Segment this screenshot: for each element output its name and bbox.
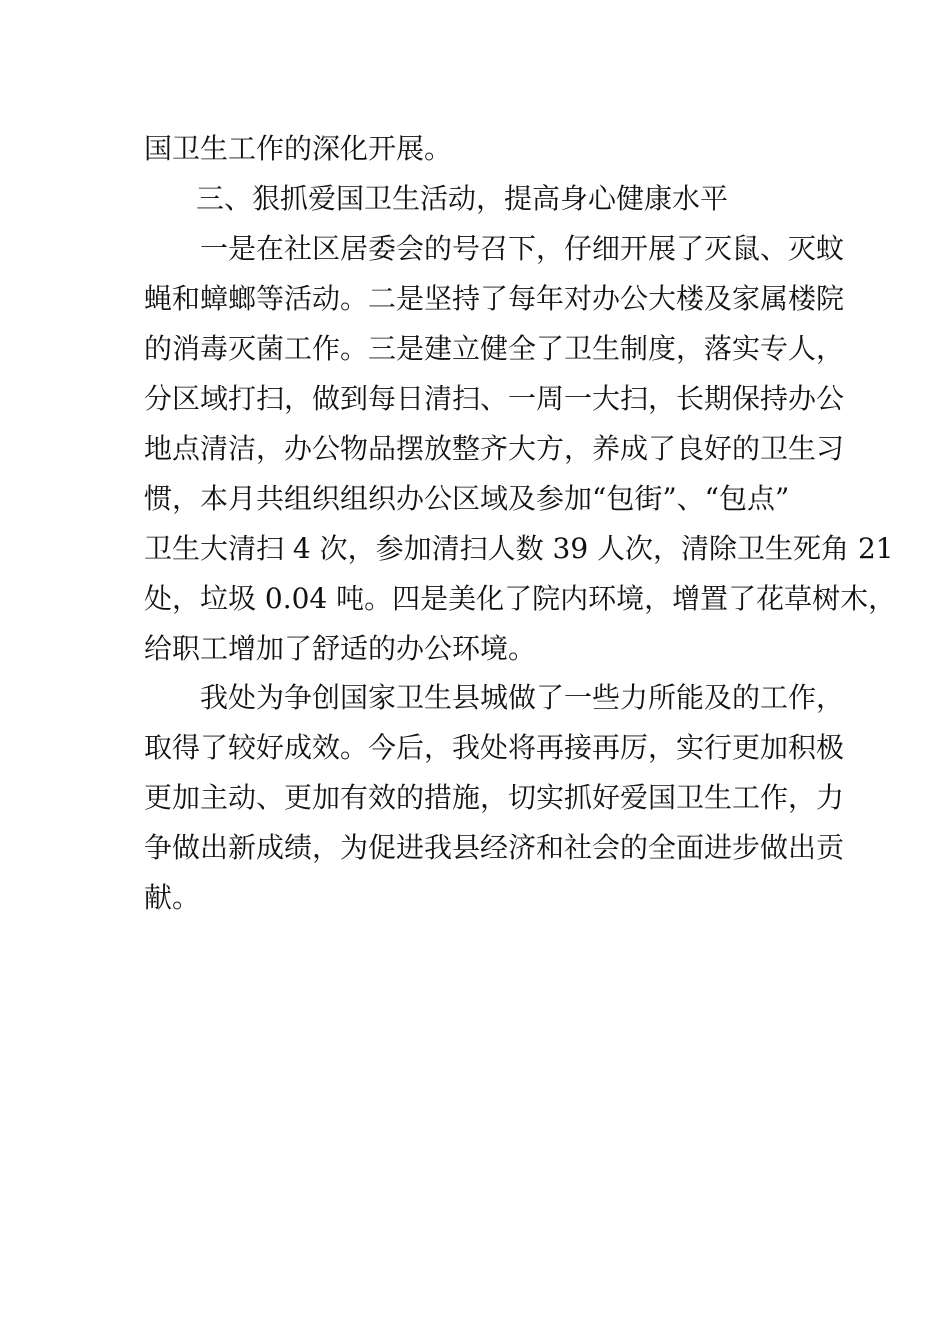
paragraph-2-line-4: 分区域打扫，做到每日清扫、一周一大扫，长期保持办公	[144, 382, 845, 415]
paragraph-1-line-1: 国卫生工作的深化开展。	[144, 132, 453, 165]
paragraph-3-line-4: 争做出新成绩，为促进我县经济和社会的全面进步做出贡	[144, 831, 845, 864]
paragraph-2-line-6: 惯，本月共组织组织办公区域及参加“包街”、“包点”	[144, 482, 790, 515]
paragraph-2-line-2: 蝇和蟑螂等活动。二是坚持了每年对办公大楼及家属楼院	[144, 282, 845, 315]
paragraph-3-line-5: 献。	[144, 881, 201, 914]
paragraph-2-line-8: 处，垃圾 0.04 吨。四是美化了院内环境，增置了花草树木，	[144, 582, 897, 615]
section-heading-3: 三、狠抓爱国卫生活动，提高身心健康水平	[196, 182, 729, 215]
paragraph-2-line-9: 给职工增加了舒适的办公环境。	[144, 632, 537, 665]
paragraph-2-line-7: 卫生大清扫 4 次，参加清扫人数 39 人次，清除卫生死角 21	[144, 532, 894, 565]
paragraph-3-line-3: 更加主动、更加有效的措施，切实抓好爱国卫生工作，力	[144, 781, 845, 814]
paragraph-2-line-5: 地点清洁，办公物品摆放整齐大方，养成了良好的卫生习	[144, 432, 845, 465]
paragraph-3-line-2: 取得了较好成效。今后，我处将再接再厉，实行更加积极	[144, 731, 845, 764]
paragraph-2-line-1: 一是在社区居委会的号召下，仔细开展了灭鼠、灭蚊	[200, 232, 845, 265]
paragraph-3-line-1: 我处为争创国家卫生县城做了一些力所能及的工作，	[200, 681, 845, 714]
paragraph-2-line-3: 的消毒灭菌工作。三是建立健全了卫生制度，落实专人，	[144, 332, 845, 365]
